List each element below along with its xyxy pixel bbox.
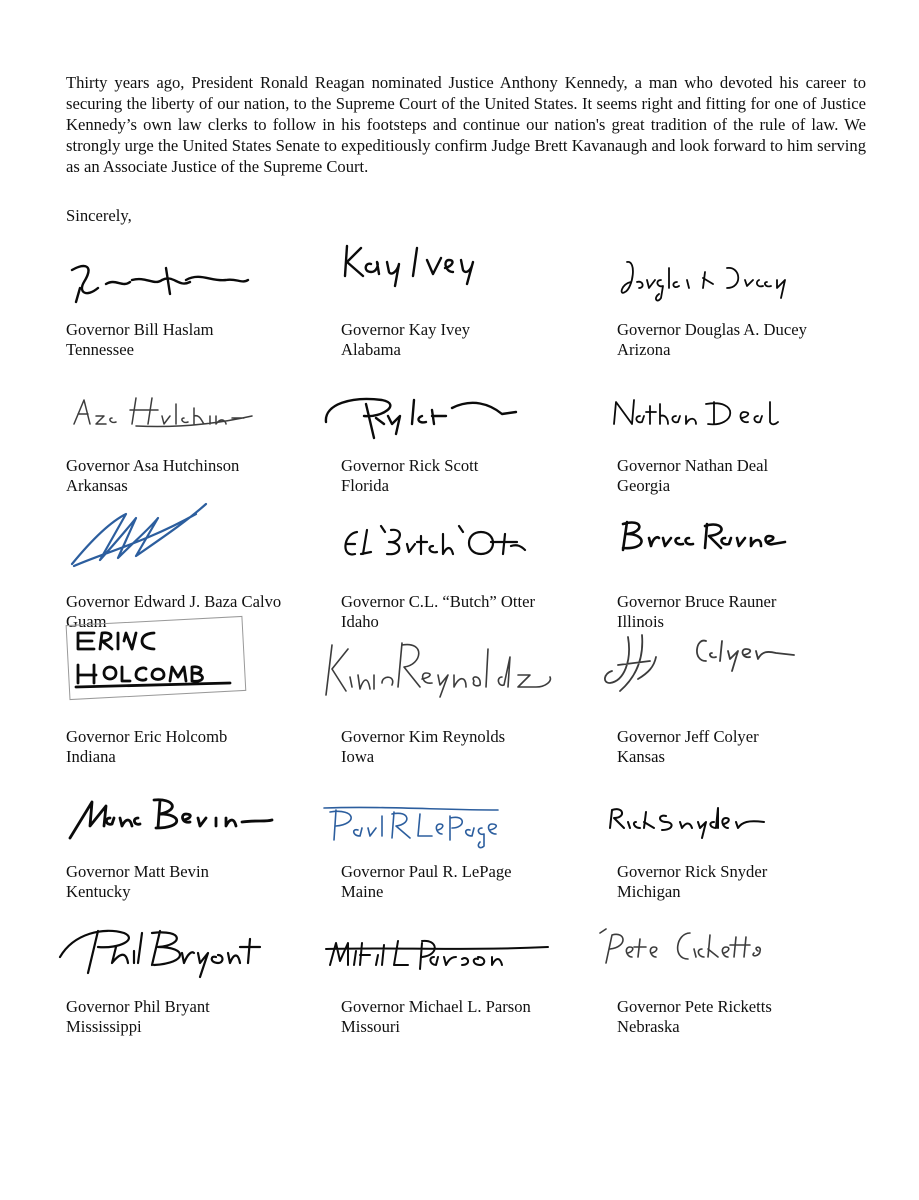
signatory-state: Tennessee — [66, 340, 134, 359]
signature-image-rauner — [617, 516, 817, 566]
signatory-state: Kansas — [617, 747, 665, 766]
signature-image-otter — [341, 524, 551, 574]
signatory-state: Illinois — [617, 612, 665, 631]
signatory-state: Florida — [341, 476, 389, 495]
signatory-name: Governor Nathan Deal — [617, 456, 769, 475]
signatory-state: Arizona — [617, 340, 671, 359]
signatory-name: Governor Rick Snyder — [617, 862, 768, 881]
signatory-state: Missouri — [341, 1017, 401, 1036]
signatory-name: Governor Pete Ricketts — [617, 997, 772, 1016]
signatory-name: Governor Michael L. Parson — [341, 997, 531, 1016]
signatory-name: Governor Matt Bevin — [66, 862, 209, 881]
signatory-state: Nebraska — [617, 1017, 680, 1036]
signature-image-bevin — [66, 796, 276, 846]
signatory-state: Iowa — [341, 747, 375, 766]
signatory-name: Governor Kay Ivey — [341, 320, 471, 339]
signatory-state: Kentucky — [66, 882, 131, 901]
signatory-state: Idaho — [341, 612, 379, 631]
signatory-name: Governor Bruce Rauner — [617, 592, 777, 611]
signature-image-parson — [322, 935, 552, 985]
signature-image-lepage — [322, 806, 532, 856]
signature-image-colyer — [598, 631, 798, 701]
signature-image-scott — [322, 394, 532, 444]
signature-image-holcomb — [66, 619, 256, 699]
signatory-name: Governor Bill Haslam — [66, 320, 214, 339]
signature-image-ivey — [341, 242, 541, 292]
signature-image-bryant — [54, 923, 264, 983]
signatory-name: Governor Phil Bryant — [66, 997, 210, 1016]
signatory-state: Alabama — [341, 340, 401, 359]
signature-image-snyder — [604, 800, 804, 850]
signatory-state: Guam — [66, 612, 107, 631]
signatory-name: Governor Paul R. LePage — [341, 862, 512, 881]
signatory-name: Governor Edward J. Baza Calvo — [66, 592, 282, 611]
signatory-state: Indiana — [66, 747, 116, 766]
signatory-state: Michigan — [617, 882, 681, 901]
signature-image-hutchinson — [66, 394, 266, 444]
signature-image-reynolds — [322, 639, 572, 699]
signature-image-ducey — [617, 258, 817, 308]
signatory-state: Georgia — [617, 476, 671, 495]
signatory-state: Arkansas — [66, 476, 128, 495]
signatory-state: Maine — [341, 882, 384, 901]
signatory-name: Governor Eric Holcomb — [66, 727, 228, 746]
signature-image-calvo — [66, 502, 266, 552]
signatory-name: Governor C.L. “Butch” Otter — [341, 592, 535, 611]
letter-closing: Sincerely, — [66, 206, 132, 225]
signature-image-deal — [610, 394, 810, 444]
letter-body-paragraph: Thirty years ago, President Ronald Reagan nominated Justice Anthony Kennedy, a man who devoted his career to securing the liberty of our nation, to the Supreme Court of the United States. It seems right and fitting for one of Justice Kennedy’s own law clerks to follow in his footsteps and continue our nation's great tradition of the rule of law. We strongly urge the United States Senate to expeditiously confirm Judge Brett Kavanaugh and look forward to him serving as an Associate Justice of the Supreme Court. — [66, 73, 866, 176]
signatory-name: Governor Kim Reynolds — [341, 727, 506, 746]
signatory-name: Governor Jeff Colyer — [617, 727, 759, 746]
signatory-state: Mississippi — [66, 1017, 142, 1036]
signatory-name: Governor Douglas A. Ducey — [617, 320, 807, 339]
signatory-name: Governor Rick Scott — [341, 456, 479, 475]
signature-image-ricketts — [598, 927, 818, 977]
signature-image-haslam — [66, 258, 266, 308]
signatory-name: Governor Asa Hutchinson — [66, 456, 240, 475]
